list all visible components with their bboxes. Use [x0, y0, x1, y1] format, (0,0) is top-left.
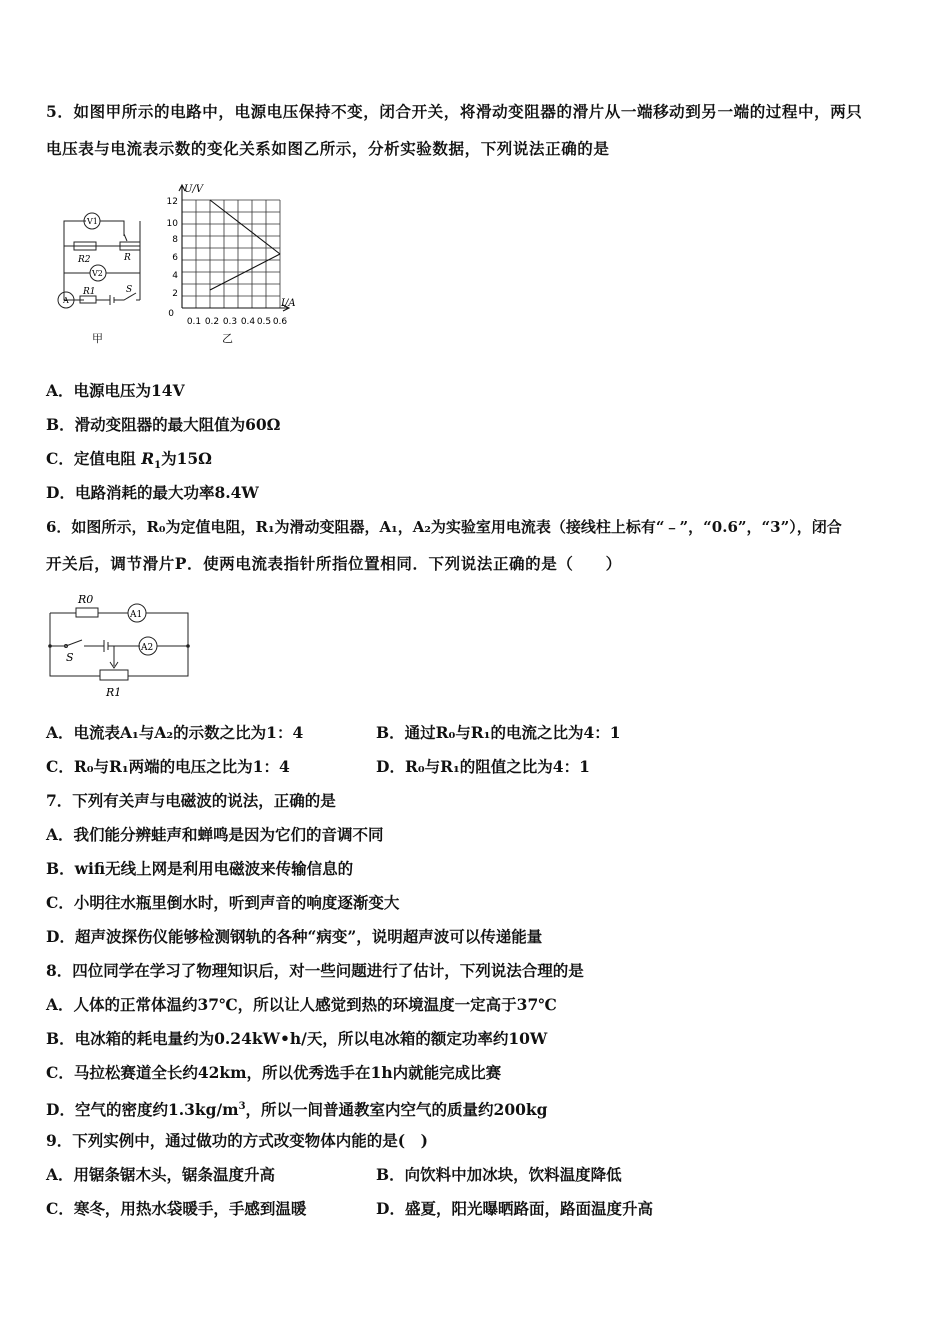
a-label: A [63, 296, 69, 305]
y-tick-0: 0 [168, 309, 174, 319]
q9-option-d: D．盛夏，阳光曝晒路面，路面温度升高 [376, 1199, 653, 1218]
x-tick-0.4: 0.4 [240, 317, 256, 327]
x-axis-label: I/A [281, 298, 296, 309]
y-axis-label: U/V [184, 184, 204, 195]
q8-option-c: C．马拉松赛道全长约42km，所以优秀选手在1h内就能完成比赛 [46, 1063, 502, 1082]
q5-option-a: A．电源电压为14V [46, 381, 185, 400]
y-tick-10: 10 [166, 219, 178, 229]
q8-stem: 8．四位同学在学习了物理知识后，对一些问题进行了估计，下列说法合理的是 [46, 961, 584, 980]
a2-label: A2 [141, 643, 154, 653]
r1-label: R1 [83, 287, 96, 297]
x-tick-0.2: 0.2 [204, 317, 220, 327]
v2-label: V2 [92, 269, 103, 278]
x-tick-0.1: 0.1 [186, 317, 202, 327]
r1-rheostat [100, 670, 128, 680]
q5-caption-yi: 乙 [222, 332, 233, 345]
q5-option-b: B．滑动变阻器的最大阻值为60Ω [46, 415, 281, 434]
q9-option-a: A．用锯条锯木头，锯条温度升高 [46, 1165, 276, 1184]
x-tick-0.5: 0.5 [256, 317, 272, 327]
q6-option-a: A．电流表A₁与A₂的示数之比为1：4 [46, 723, 304, 742]
a1-label: A1 [130, 610, 143, 620]
x-tick-0.3: 0.3 [222, 317, 238, 327]
q6-stem-line2: 开关后，调节滑片P．使两电流表指针所指位置相同．下列说法正确的是（ ） [46, 554, 622, 573]
q5-circuit-jia [44, 196, 154, 316]
q5-option-c: C．定值电阻 $R_1$为15Ω [46, 449, 212, 472]
r0-label: R0 [78, 593, 94, 606]
q7-option-d: D．超声波探伤仪能够检测钢轨的各种“病变”，说明超声波可以传递能量 [46, 927, 543, 946]
q6-option-c: C．R₀与R₁两端的电压之比为1：4 [46, 757, 290, 776]
r0-resistor [76, 608, 98, 617]
q7-option-b: B．wifi无线上网是利用电磁波来传输信息的 [46, 859, 354, 878]
y-tick-2: 2 [172, 289, 178, 299]
q8-option-a: A．人体的正常体温约37℃，所以让人感觉到热的环境温度一定高于37℃ [46, 995, 557, 1014]
q7-option-c: C．小明往水瓶里倒水时，听到声音的响度逐渐变大 [46, 893, 400, 912]
y-tick-4: 4 [172, 271, 178, 281]
s-label: S [66, 651, 74, 664]
q9-option-c: C．寒冬，用热水袋暖手，手感到温暖 [46, 1199, 307, 1218]
y-tick-8: 8 [172, 235, 178, 245]
q6-option-d: D．R₀与R₁的阻值之比为4：1 [376, 757, 590, 776]
q5-caption-jia: 甲 [92, 332, 103, 345]
q5-stem-line1: 5．如图甲所示的电路中，电源电压保持不变，闭合开关，将滑动变阻器的滑片从一端移动到另一端的过程中，两只 [46, 102, 863, 121]
q6-circuit [44, 586, 194, 704]
s-label: S [126, 285, 133, 295]
q5-graph-yi [160, 182, 310, 332]
y-tick-6: 6 [172, 253, 178, 263]
q8-option-b: B．电冰箱的耗电量约为0.24kW•h/天，所以电冰箱的额定功率约10W [46, 1029, 548, 1048]
q9-stem: 9．下列实例中，通过做功的方式改变物体内能的是( ) [46, 1131, 428, 1150]
q5-option-d: D．电路消耗的最大功率8.4W [46, 483, 259, 502]
v1-label: V1 [87, 217, 98, 226]
q7-stem: 7．下列有关声与电磁波的说法，正确的是 [46, 791, 336, 810]
q9-option-b: B．向饮料中加冰块，饮料温度降低 [376, 1165, 622, 1184]
q7-option-a: A．我们能分辨蛙声和蝉鸣是因为它们的音调不同 [46, 825, 384, 844]
x-tick-0.6: 0.6 [272, 317, 288, 327]
q6-stem-line1: 6．如图所示，R₀为定值电阻，R₁为滑动变阻器，A₁，A₂为实验室用电流表（接线柱上标有“﹣”，“0.6”，“3”），闭合 [46, 518, 842, 536]
r1-label: R1 [106, 686, 122, 699]
graph-line-v1 [210, 200, 280, 254]
q8-option-d: D．空气的密度约$1.3kg/m^3$，所以一间普通教室内空气的质量约200kg [46, 1100, 548, 1120]
y-tick-12: 12 [166, 197, 178, 207]
r-label: R [124, 253, 131, 263]
q5-stem-line2: 电压表与电流表示数的变化关系如图乙所示，分析实验数据，下列说法正确的是 [46, 139, 610, 158]
r2-label: R2 [78, 255, 91, 265]
q6-option-b: B．通过R₀与R₁的电流之比为4：1 [376, 723, 621, 742]
